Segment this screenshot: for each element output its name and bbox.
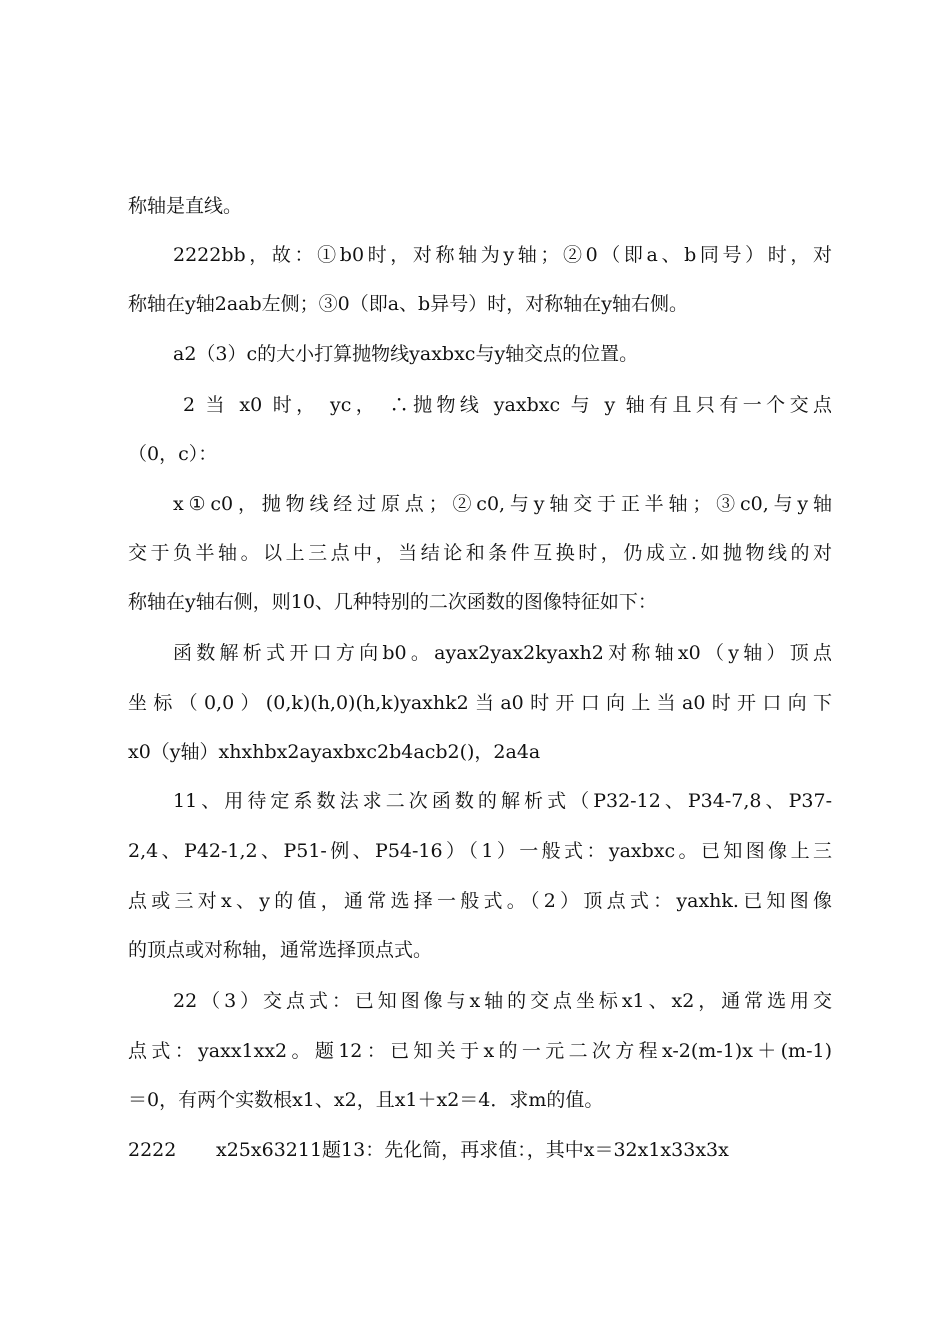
text-line: x0（y轴）xhxhbx2ayaxbxc2b4acb2()，2a4a <box>128 741 541 763</box>
text-line: 称轴在y轴右侧，则10、几种特别的二次函数的图像特征如下： <box>128 591 657 613</box>
text-line: x①c0，抛物线经过原点；②c0,与y轴交于正半轴；③c0,与y轴 <box>173 493 832 515</box>
text-line: （0，c）： <box>128 443 218 465</box>
text-line: 点或三对x、y的值，通常选择一般式。（2）顶点式：yaxhk.已知图像 <box>128 890 832 912</box>
text-line: x25x63211题13：先化简，再求值：，其中x＝32x1x33x3x <box>216 1139 729 1161</box>
text-line: 函数解析式开口方向b0。ayax2yax2kyaxh2对称轴x0（y轴）顶点 <box>173 642 832 664</box>
text-line: 称轴是直线。 <box>128 195 243 217</box>
text-line: ＝0，有两个实数根x1、x2，且x1＋x2＝4．求m的值。 <box>128 1089 604 1111</box>
text-line: 22（3）交点式：已知图像与x轴的交点坐标x1、x2，通常选用交 <box>173 990 832 1012</box>
text-line: 称轴在y轴2aab左侧；③0（即a、b异号）时，对称轴在y轴右侧。 <box>128 293 688 315</box>
text-line: a2（3）c的大小打算抛物线yaxbxc与y轴交点的位置。 <box>173 343 639 365</box>
text-line: 2222 <box>128 1139 177 1161</box>
text-line: 交于负半轴。以上三点中，当结论和条件互换时，仍成立.如抛物线的对 <box>128 542 832 564</box>
text-line: 2222bb，故：①b0时，对称轴为y轴；②0（即a、b同号）时，对 <box>173 244 832 266</box>
text-line: 2 当 x0 时， yc， ∴抛物线 yaxbxc 与 y 轴有且只有一个交点 <box>183 394 832 416</box>
text-line: 点式：yaxx1xx2。题12：已知关于x的一元二次方程x-2(m-1)x＋(m-1) <box>128 1040 832 1062</box>
text-line: 2,4、P42-1,2、P51-例、P54-16）（1）一般式：yaxbxc。已知图像上三 <box>128 840 832 862</box>
text-line: 11、用待定系数法求二次函数的解析式（P32-12、P34-7,8、P37- <box>173 790 832 812</box>
text-line: 的顶点或对称轴，通常选择顶点式。 <box>128 939 433 961</box>
text-line: 坐标（0,0）(0,k)(h,0)(h,k)yaxhk2当a0时开口向上当a0时开口向下 <box>128 692 832 714</box>
